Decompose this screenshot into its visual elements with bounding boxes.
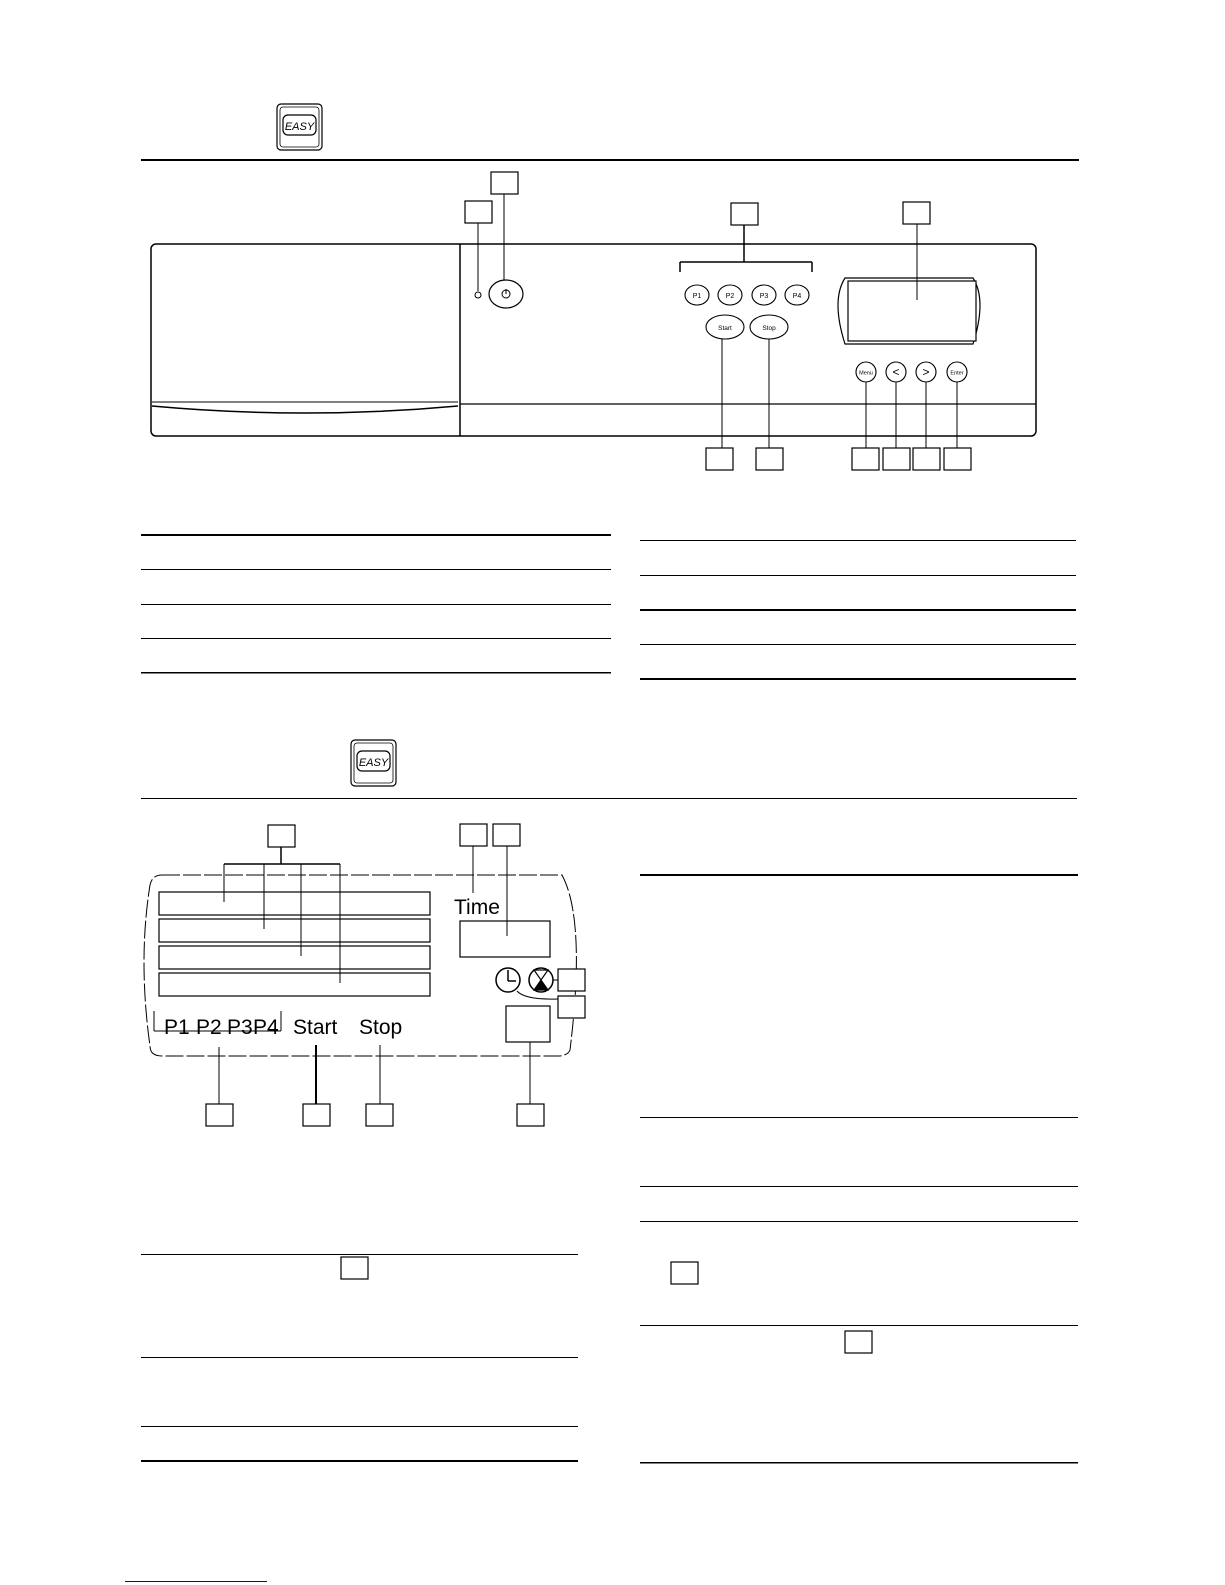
callout-box-programs xyxy=(731,203,758,225)
legend-table-right xyxy=(640,540,1076,680)
display-time-box xyxy=(460,921,550,957)
display-text-row-4 xyxy=(159,973,430,996)
left-col-rule-3 xyxy=(141,1426,578,1427)
easy-logo-text-1: EASY xyxy=(284,121,315,133)
clock-icon xyxy=(496,968,520,992)
stop-button[interactable] xyxy=(750,315,788,339)
callout-box-led xyxy=(465,201,492,223)
right-col-rule-3 xyxy=(640,1186,1078,1187)
menu-button[interactable] xyxy=(856,362,876,382)
callout-box-start xyxy=(706,448,733,470)
stop-button-label: Stop xyxy=(762,325,776,332)
program-button-p1-label: P1 xyxy=(692,293,702,300)
display-program-p3: P3 xyxy=(227,1016,253,1039)
display-symbol-box xyxy=(506,1006,550,1042)
right-col-rule-4 xyxy=(640,1221,1078,1222)
display-stop-label: Stop xyxy=(359,1016,403,1039)
section1-rule xyxy=(141,159,1079,161)
right-col-rule-5 xyxy=(640,1325,1078,1326)
program-button-p4-label: P4 xyxy=(792,293,802,300)
callout-box-time-value xyxy=(493,824,520,846)
left-col-rule-1 xyxy=(141,1254,578,1255)
callout-box-display xyxy=(903,202,930,224)
section2-rule xyxy=(141,798,1077,799)
enter-button[interactable] xyxy=(947,362,967,382)
callout-box-clock xyxy=(558,996,585,1018)
display-program-p1: P1 xyxy=(164,1016,190,1039)
easy-logo-icon xyxy=(277,104,322,150)
program-button-p3-label: P3 xyxy=(759,293,769,300)
left-col-rule-2 xyxy=(141,1357,578,1358)
easy-logo-icon-2 xyxy=(351,740,396,786)
right-arrow-button[interactable] xyxy=(916,362,936,382)
callout-box-time-label xyxy=(460,824,487,846)
program-button-p4[interactable] xyxy=(785,285,809,305)
callout-box-display-stop xyxy=(366,1104,393,1126)
callout-box-ref-right-2 xyxy=(845,1331,872,1353)
display-program-p4: P4 xyxy=(253,1016,279,1039)
right-col-rule-1 xyxy=(640,874,1078,876)
power-button[interactable] xyxy=(489,280,523,308)
menu-button-label: Menu xyxy=(859,370,873,377)
callout-box-enter xyxy=(944,448,971,470)
program-button-p2-label: P2 xyxy=(725,293,735,300)
easy-logo-text-2: EASY xyxy=(358,757,389,769)
hourglass-icon xyxy=(529,968,553,992)
legend-table-left xyxy=(141,534,611,674)
display-text-row-1 xyxy=(159,892,430,915)
callout-box-text-rows xyxy=(268,825,295,847)
left-col-rule-4 xyxy=(141,1460,578,1462)
callout-box-left xyxy=(883,448,910,470)
program-button-p3[interactable] xyxy=(752,285,776,305)
footer-link-underline[interactable] xyxy=(125,1581,267,1582)
start-button[interactable] xyxy=(706,315,744,339)
display-start-label: Start xyxy=(293,1016,338,1039)
start-button-label: Start xyxy=(718,325,732,332)
callout-box-ref-right-1 xyxy=(671,1262,698,1284)
callout-box-symbol xyxy=(517,1104,544,1126)
left-arrow-icon: < xyxy=(892,365,900,379)
callout-box-stop xyxy=(756,448,783,470)
power-indicator-led xyxy=(475,292,481,298)
callout-box-ref-left xyxy=(341,1257,368,1279)
callout-box-hourglass xyxy=(558,969,585,991)
panel-display xyxy=(838,278,980,344)
callout-box-menu xyxy=(852,448,879,470)
callout-box-display-start xyxy=(303,1104,330,1126)
program-button-p2[interactable] xyxy=(718,285,742,305)
enter-button-label: Enter xyxy=(950,370,964,377)
callout-box-display-programs xyxy=(206,1104,233,1126)
display-time-label: Time xyxy=(454,896,500,919)
callout-box-right xyxy=(913,448,940,470)
program-button-p1[interactable] xyxy=(685,285,709,305)
right-col-rule-2 xyxy=(640,1117,1078,1118)
display-text-row-3 xyxy=(159,946,430,969)
left-arrow-button[interactable] xyxy=(886,362,906,382)
right-col-rule-6 xyxy=(640,1462,1078,1464)
callout-box-power xyxy=(491,172,518,194)
display-program-p2: P2 xyxy=(196,1016,222,1039)
display-text-row-2 xyxy=(159,919,430,942)
right-arrow-icon: > xyxy=(922,365,930,379)
